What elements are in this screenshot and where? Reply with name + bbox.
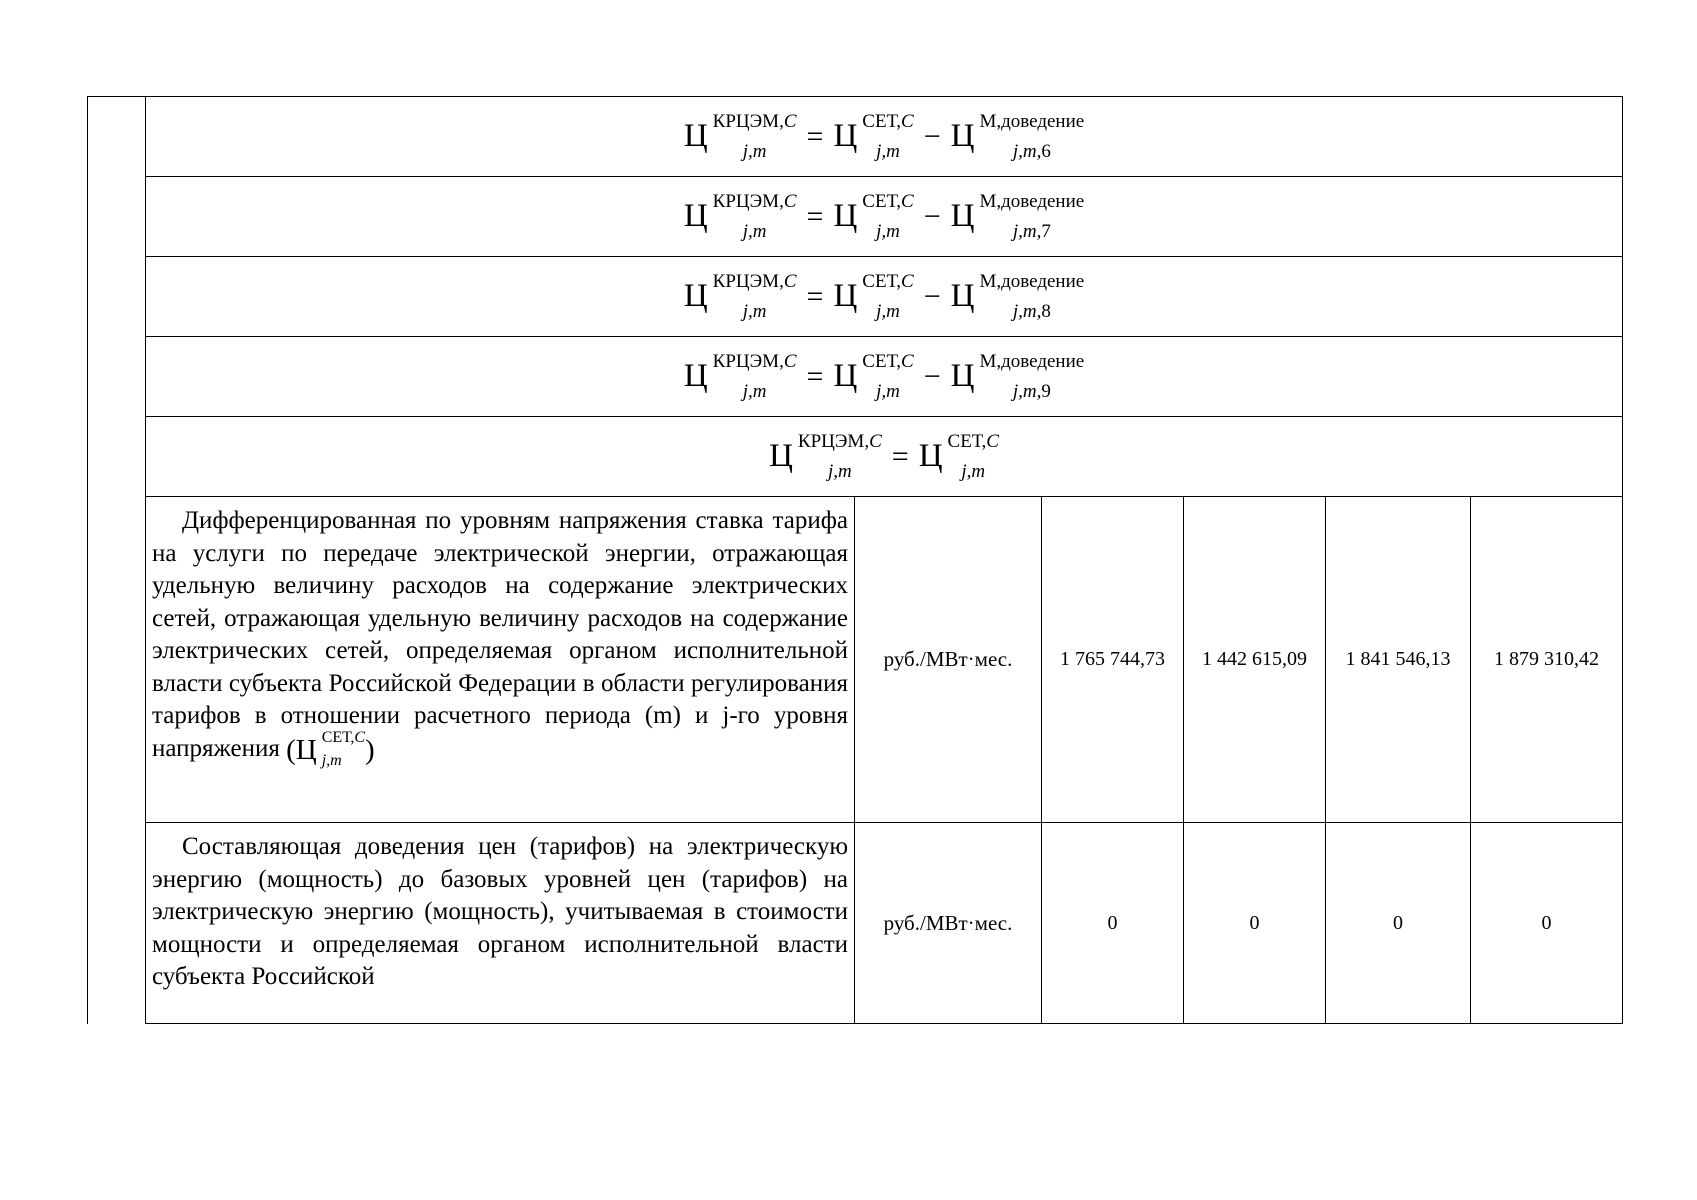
formula-cell	[146, 417, 1623, 497]
value-cell: 1 879 310,42	[1471, 497, 1623, 823]
formula-index: 8	[1041, 300, 1051, 322]
formula-superscript-var: C	[986, 430, 999, 452]
formula-superscript: СЕТ,	[862, 270, 902, 292]
formula-superscript: СЕТ,	[321, 728, 355, 746]
formula-superscript-var: C	[901, 270, 914, 292]
formula-superscript-var: C	[869, 430, 882, 452]
formula-subscript: j,m,	[1012, 140, 1042, 162]
formula-symbol: Ц	[683, 118, 708, 154]
value-cell: 0	[1184, 823, 1326, 1024]
formula-subscript: j,m	[742, 220, 767, 242]
formula-superscript-var: C	[354, 728, 365, 746]
open-paren: (	[286, 733, 296, 766]
formula-superscript-var: C	[783, 350, 797, 372]
formula-superscript: СЕТ,	[862, 110, 902, 132]
value-cell: 1 442 615,09	[1184, 497, 1326, 823]
close-paren: )	[365, 733, 375, 766]
equals-sign: =	[891, 439, 909, 473]
formula-subscript: j,m	[876, 140, 900, 162]
formula-row	[88, 97, 1623, 177]
formula-superscript: М,доведение	[979, 110, 1085, 132]
formula-subscript: j,m,	[1012, 220, 1042, 242]
value-cell: 1 765 744,73	[1042, 497, 1184, 823]
formula-superscript-var: C	[783, 270, 797, 292]
inline-formula	[286, 728, 375, 769]
formula-subscript: j,m	[961, 460, 986, 482]
formula-subscript: j,m	[742, 300, 767, 322]
formula	[769, 430, 999, 482]
value-cell: 0	[1471, 823, 1623, 1024]
formula-superscript: М,доведение	[979, 350, 1085, 372]
formula-subscript: j,m	[742, 380, 767, 402]
formula	[683, 110, 1085, 162]
equals-sign: =	[806, 279, 824, 313]
formula-superscript: СЕТ,	[947, 430, 987, 452]
formula-superscript-var: C	[901, 190, 914, 212]
formula-symbol: Ц	[950, 198, 975, 234]
formula-subscript: j,m	[321, 751, 342, 769]
formula-symbol: Ц	[918, 438, 943, 474]
formula-superscript-var: C	[901, 110, 914, 132]
row-description	[146, 497, 855, 823]
formula-index: 7	[1041, 220, 1051, 242]
formula-subscript: j,m,	[1012, 300, 1042, 322]
formula-row	[88, 337, 1623, 417]
formula-superscript-var: C	[783, 190, 797, 212]
table-row	[88, 497, 1623, 823]
formula-superscript: КРЦЭМ,	[797, 430, 870, 452]
value-cell: 0	[1042, 823, 1184, 1024]
unit-cell: руб./МВт·мес.	[855, 823, 1042, 1024]
formula-cell	[146, 257, 1623, 337]
minus-sign: −	[923, 279, 941, 313]
formula-superscript-var: C	[783, 110, 797, 132]
formula-subscript: j,m	[876, 300, 900, 322]
formula-symbol: Ц	[683, 198, 708, 234]
formula-symbol: Ц	[683, 278, 708, 314]
formula-index: 6	[1041, 140, 1051, 162]
tariff-table	[87, 96, 1623, 1024]
row-description: Составляющая доведения цен (тарифов) на электрическую энергию (мощность) до базовых уровней цен (тарифов) на электрическую энергию (мощность), учитываемая в стоимости мощности и определяемая органом исполнительной власти субъекта Российской	[146, 823, 855, 1024]
formula-superscript: СЕТ,	[862, 190, 902, 212]
formula-subscript: j,m,	[1012, 380, 1042, 402]
formula-symbol: Ц	[950, 358, 975, 394]
formula-subscript: j,m	[876, 220, 900, 242]
formula-superscript: КРЦЭМ,	[712, 350, 784, 372]
formula-superscript: М,доведение	[979, 270, 1085, 292]
formula-symbol: Ц	[833, 278, 858, 314]
formula	[683, 190, 1085, 242]
formula-symbol: Ц	[295, 733, 317, 766]
equals-sign: =	[806, 199, 824, 233]
formula-cell	[146, 177, 1623, 257]
formula-symbol: Ц	[769, 438, 793, 474]
formula-superscript: КРЦЭМ,	[712, 110, 784, 132]
formula-symbol: Ц	[950, 278, 975, 314]
formula-superscript: СЕТ,	[862, 350, 902, 372]
formula-subscript: j,m	[827, 460, 852, 482]
minus-sign: −	[923, 199, 941, 233]
formula-row	[88, 257, 1623, 337]
formula-row-final	[88, 417, 1623, 497]
equals-sign: =	[806, 359, 824, 393]
formula	[683, 350, 1085, 402]
value-cell: 0	[1326, 823, 1471, 1024]
formula-cell	[146, 97, 1623, 177]
formula-symbol: Ц	[833, 118, 858, 154]
formula-superscript: КРЦЭМ,	[712, 270, 784, 292]
formula-superscript: КРЦЭМ,	[712, 190, 784, 212]
formula-index: 9	[1041, 380, 1051, 402]
table-row	[88, 823, 1623, 1024]
formula-symbol: Ц	[833, 358, 858, 394]
formula	[683, 270, 1085, 322]
formula-subscript: j,m	[876, 380, 900, 402]
formula-symbol: Ц	[950, 118, 975, 154]
equals-sign: =	[806, 119, 824, 153]
formula-subscript: j,m	[742, 140, 767, 162]
formula-symbol: Ц	[683, 358, 708, 394]
minus-sign: −	[923, 359, 941, 393]
row-number-cell	[88, 97, 146, 1024]
minus-sign: −	[923, 119, 941, 153]
formula-row	[88, 177, 1623, 257]
value-cell: 1 841 546,13	[1326, 497, 1471, 823]
formula-cell	[146, 337, 1623, 417]
formula-superscript: М,доведение	[979, 190, 1085, 212]
formula-superscript-var: C	[901, 350, 914, 372]
description-text: Дифференцированная по уровням напряжения ставка тарифа на услуги по передаче электрической энергии, отражающая удельную величину расходов на содержание электрических сетей, отражающая удельную величину расходов на содержание электрических сетей, определяемая органом исполнительной власти субъекта Российской Федерации в области регулирования тарифов в отношении расчетного периода (m) и j-го уровня напряжения	[152, 507, 848, 762]
unit-cell: руб./МВт·мес.	[855, 497, 1042, 823]
formula-symbol: Ц	[833, 198, 858, 234]
